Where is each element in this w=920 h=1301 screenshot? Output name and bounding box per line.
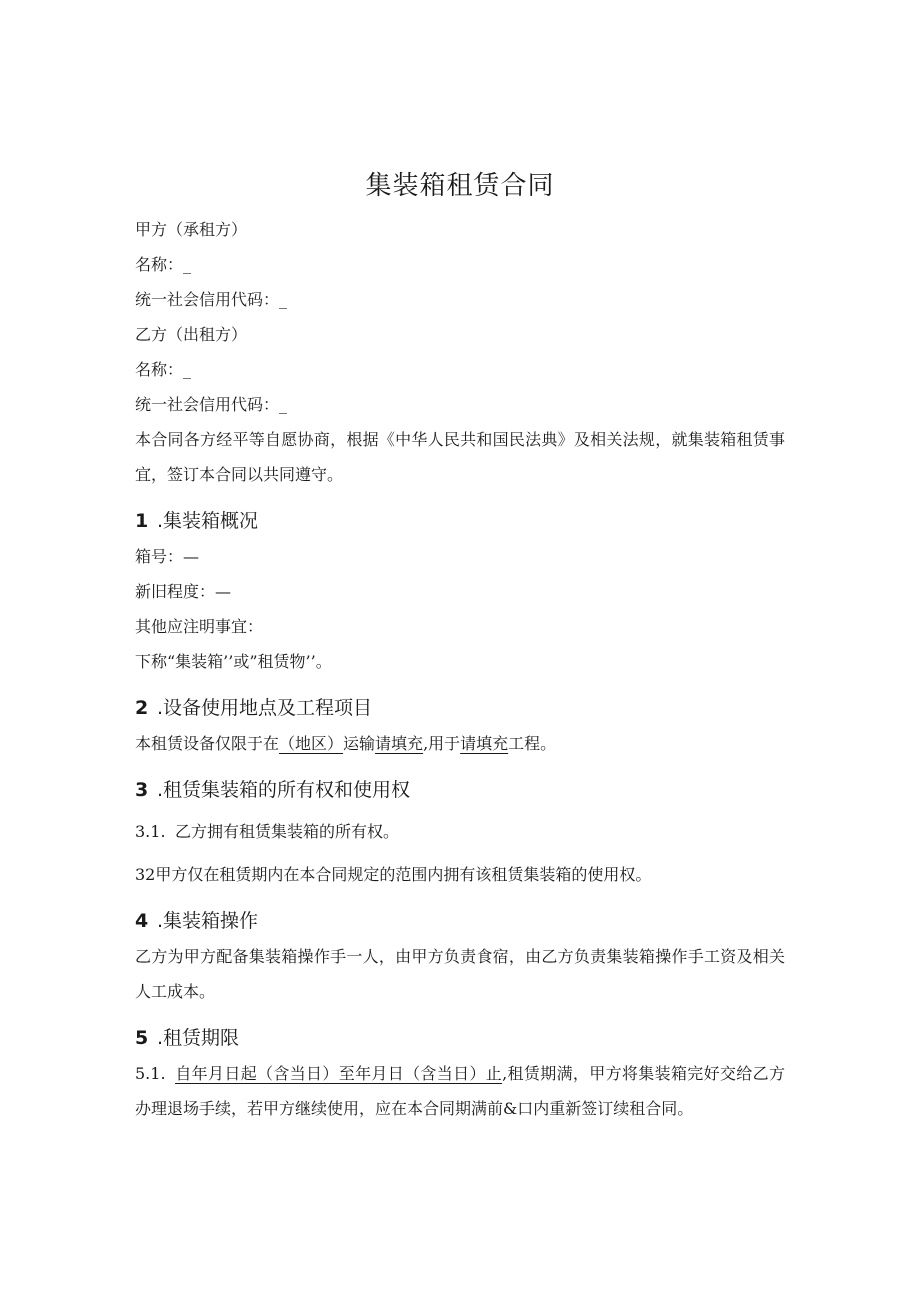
clause-5-1-text: ,租赁期满，甲方将集装箱完好交给乙方办理退场手续，若甲方继续使用，应在本合同期满前&口内重新签订续租合同。: [135, 1064, 785, 1118]
page-title: 集装箱租赁合同: [365, 171, 555, 201]
clause-3-1: [135, 814, 785, 849]
usage-text-d: 工程。: [508, 734, 557, 753]
contract-body: [135, 212, 785, 1126]
region-blank: （地区）: [279, 734, 344, 753]
party-b-heading: 乙方（出租方）: [135, 325, 248, 344]
condition: 新旧程度：—: [135, 582, 232, 601]
fill-blank-2: 请填充: [460, 734, 509, 753]
party-a-name: 名称：_: [135, 255, 192, 274]
section-5-title: .租赁期限: [157, 1027, 240, 1049]
clause-3-2: 32甲方仅在租赁期内在本合同规定的范围内拥有该租赁集装箱的使用权。: [135, 865, 652, 884]
box-number: 箱号：—: [135, 547, 200, 566]
operation-paragraph: 乙方为甲方配备集装箱操作手一人，由甲方负责食宿，由乙方负责集装箱操作手工资及相关人工成本。: [135, 947, 785, 1001]
usage-location-paragraph: [135, 726, 785, 761]
other-notes: 其他应注明事宜：: [135, 617, 264, 636]
party-a-heading: 甲方（承租方）: [135, 220, 248, 239]
section-4-heading: [135, 904, 785, 939]
party-a-credit-code: 统一社会信用代码：_: [135, 290, 288, 309]
fill-blank-1: 请填充: [375, 734, 424, 753]
section-4-number: 4: [135, 910, 149, 932]
section-2-number: 2: [135, 697, 149, 719]
clause-5-1: [135, 1056, 785, 1126]
section-1-title: .集装箱概况: [157, 510, 259, 532]
section-3-heading: [135, 773, 785, 808]
section-5-number: 5: [135, 1027, 149, 1049]
usage-text-c: ,用于: [423, 734, 461, 753]
party-b-credit-code: 统一社会信用代码：_: [135, 395, 288, 414]
lease-term-blank: 自年月日起（含当日）至年月日（含当日）止: [175, 1064, 503, 1083]
party-b-name: 名称：_: [135, 360, 192, 379]
section-5-heading: [135, 1021, 785, 1056]
section-2-title: .设备使用地点及工程项目: [157, 697, 373, 719]
section-1-number: 1: [135, 510, 149, 532]
section-2-heading: [135, 691, 785, 726]
usage-text-a: 本租赁设备仅限于在: [135, 734, 280, 753]
preamble-paragraph: 本合同各方经平等自愿协商，根据《中华人民共和国民法典》及相关法规，就集装箱租赁事宜，签订本合同以共同遵守。: [135, 430, 785, 484]
section-3-number: 3: [135, 779, 149, 801]
usage-text-b: 运输: [343, 734, 376, 753]
section-3-title: .租赁集装箱的所有权和使用权: [157, 779, 411, 801]
hereinafter-note: 下称“集装箱’’或”租赁物’’。: [135, 652, 332, 671]
section-1-heading: [135, 504, 785, 539]
clause-5-1-number: 5.1.: [135, 1064, 166, 1083]
section-4-title: .集装箱操作: [157, 910, 259, 932]
clause-3-1-number: 3.1.: [135, 822, 166, 841]
clause-3-1-text: 乙方拥有租赁集装箱的所有权。: [175, 822, 400, 841]
